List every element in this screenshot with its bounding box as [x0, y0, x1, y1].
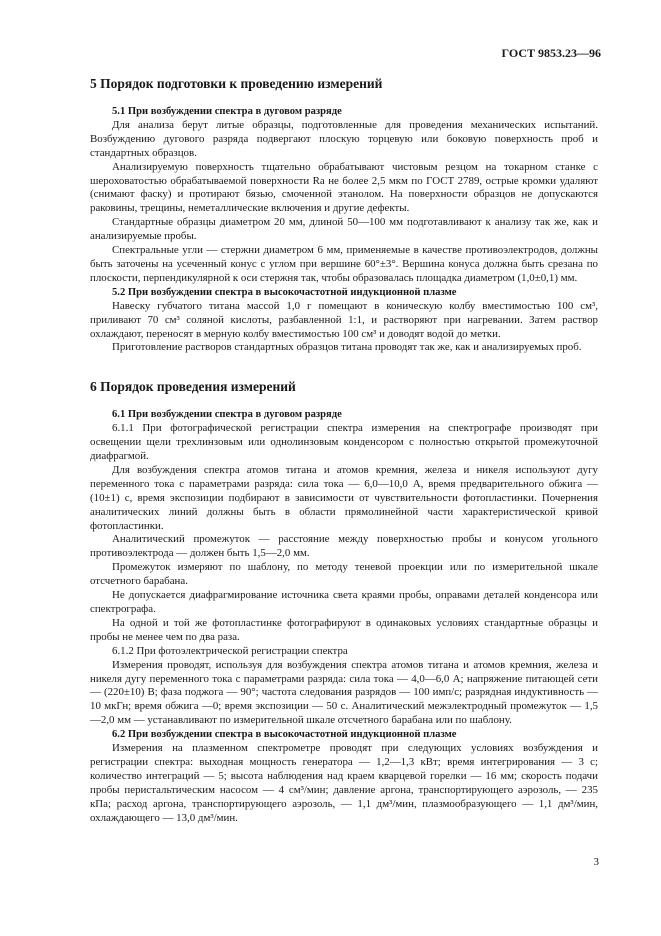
- paragraph: 6.1.2 При фотоэлектрической регистрации спектра: [112, 644, 348, 657]
- section-6-title: 6 Порядок проведения измерений: [90, 379, 296, 395]
- paragraph: Для анализа берут литые образцы, подготовленные для проведения механических испытаний. Возбуждению дугового разряда подвергают плоскую торцевую или боковую поверхность проб и стандартных образцов.: [90, 118, 598, 159]
- paragraph: Не допускается диафрагмирование источника света краями пробы, оправами деталей конденсора или спектрографа.: [90, 589, 598, 615]
- paragraph: Для возбуждения спектра атомов титана и атомов кремния, железа и никеля используют дугу переменного тока с параметрами разряда: сила тока — 6,0—10,0 А, время предварительного обжига — (10±1) с, время экспозиции подбирают в зависимости от чувствительности фотопластинки. Почернения аналитических линий должны быть в области прямолинейной части характеристической кривой фотопластинки.: [90, 463, 598, 532]
- paragraph: На одной и той же фотопластинке фотографируют в одинаковых условиях стандартные образцы и пробы не менее чем по два раза.: [90, 616, 598, 643]
- paragraph: Спектральные угли — стержни диаметром 6 мм, применяемые в качестве противоэлектродов, должны быть заточены на усеченный конус с углом при вершине 60°±3°. Вершина конуса должна быть срезана по плоскости, перпендикулярной к оси стержня так, чтобы образовалась площадка диаметром (1,0±0,1) мм.: [90, 244, 598, 284]
- subsection-5-1-title: 5.1 При возбуждении спектра в дуговом разряде: [112, 106, 342, 117]
- paragraph: Анализируемую поверхность тщательно обрабатывают чистовым резцом на токарном станке с шероховатостью обрабатываемой поверхности Ra не более 2,5 мкм по ГОСТ 2789, острые кромки удаляют (снимают фаску) и протирают бязью, смоченной этанолом. На поверхности образцов не допускаются раковины, трещины, неметаллические включения и другие дефекты.: [90, 160, 598, 215]
- paragraph: Приготовление растворов стандартных образцов титана проводят так же, как и анализируемых проб.: [112, 341, 582, 354]
- paragraph: Измерения на плазменном спектрометре проводят при следующих условиях возбуждения и регистрации спектра: выходная мощность генератора — 1,2—1,3 кВт; время интегрирования — 3 с; количество интеграций — 5; высота наблюдения над краем кварцевой горелки — 16 мм; скорость подачи пробы перистальтическим насосом — 4 см³/мин; давление аргона, транспортирующего аэрозоль, — 235 кПа; расход аргона, транспортирующего аэрозоль, — 1,1 дм³/мин, плазмообразующего — 1,1 дм³/мин, охлаждающего — 13,0 дм³/мин.: [90, 742, 598, 824]
- subsection-6-1-title: 6.1 При возбуждении спектра в дуговом разряде: [112, 409, 342, 421]
- page-body: [90, 76, 598, 826]
- paragraph: Аналитический промежуток — расстояние между поверхностью пробы и конусом угольного противоэлектрода — должен быть 1,5—2,0 мм.: [90, 533, 598, 560]
- paragraph: Навеску губчатого титана массой 1,0 г помещают в коническую колбу вместимостью 100 см³, приливают 70 см³ соляной кислоты, разбавленной 1:1, и растворяют при нагревании. Затем раствор охлаждают, переносят в мерную колбу вместимостью 100 см³ и доводят водой до метки.: [90, 299, 598, 340]
- section-5-title: 5 Порядок подготовки к проведению измерений: [90, 76, 383, 91]
- document-code: ГОСТ 9853.23—96: [501, 46, 601, 60]
- subsection-6-2-title: 6.2 При возбуждении спектра в высокочастотной индукционной плазме: [112, 729, 457, 741]
- page-number: 3: [593, 856, 599, 868]
- paragraph: 6.1.1 При фотографической регистрации спектра измерения на спектрографе производят при освещении щели трехлинзовым или однолинзовым конденсором с полностью открытой промежуточной диафрагмой.: [90, 422, 598, 463]
- paragraph: Измерения проводят, используя для возбуждения спектра атомов титана и атомов кремния, железа и никеля дугу переменного тока с параметрами разряда: сила тока — 4,0—6,0 А; напряжение питающей сети — (220±10) В; фаза поджога — 90°; частота следования разрядов — 100 имп/с; разрядная индуктивность —10 мкГн; время обжига —0; время экспозиции — 50 с. Аналитический межэлектродный промежуток — 1,5—2,0 мм — устанавливают по измерительной шкале отсчетного барабана или по шаблону.: [90, 658, 598, 727]
- subsection-5-2-title: 5.2 При возбуждении спектра в высокочастотной индукционной плазме: [112, 286, 457, 298]
- paragraph: Стандартные образцы диаметром 20 мм, длиной 50—100 мм подготавливают к анализу так же, как и анализируемые пробы.: [90, 216, 598, 243]
- paragraph: Промежуток измеряют по шаблону, по методу теневой проекции или по измерительной шкале отсчетного барабана.: [90, 561, 598, 588]
